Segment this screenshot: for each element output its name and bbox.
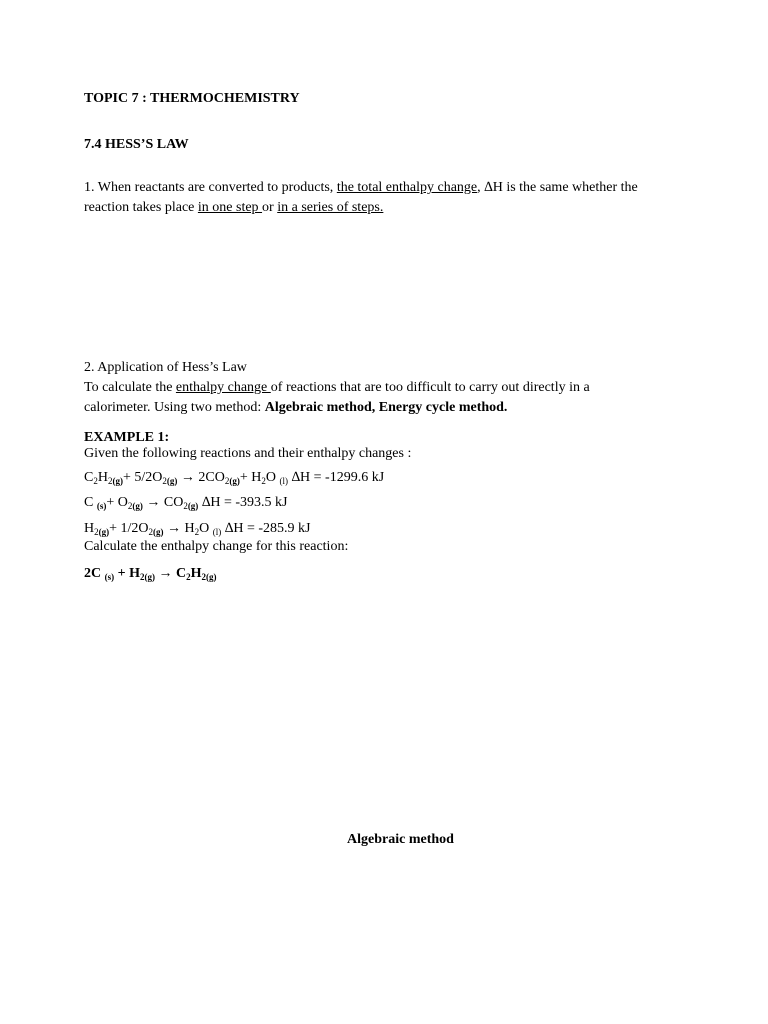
point1-line2	[84, 200, 383, 216]
formula-part: 2C	[84, 566, 105, 581]
point2-method-2: Energy cycle method.	[378, 400, 508, 415]
enthalpy-value: ∆H = -393.5 kJ	[198, 495, 288, 510]
state-symbol: (g)	[206, 572, 217, 582]
reaction-1	[84, 470, 384, 486]
state-symbol: (g)	[98, 527, 110, 537]
state-symbol: (g)	[144, 572, 155, 582]
point2-text: To calculate the	[84, 380, 176, 395]
point1-text: 1. When reactants are converted to products,	[84, 180, 337, 195]
state-symbol: (g)	[166, 476, 178, 486]
formula-part: C	[84, 470, 94, 485]
point2-title: 2. Application of Hess’s Law	[84, 360, 247, 375]
state-symbol: (l)	[279, 476, 288, 486]
subscript: 2	[194, 527, 200, 537]
enthalpy-value: ∆H = -285.9 kJ	[221, 521, 311, 536]
subscript: 2	[183, 501, 188, 511]
state-symbol: (g)	[153, 527, 164, 537]
section-heading: 7.4 HESS’S LAW	[84, 137, 189, 152]
point2-method-1: Algebraic method	[264, 400, 372, 415]
subscript: 2	[261, 476, 266, 486]
subscript: 2	[140, 572, 145, 582]
point1-text: , ∆H is the same whether the	[477, 180, 638, 195]
state-symbol: (g)	[187, 501, 199, 511]
formula-part: → C	[155, 566, 187, 581]
formula-part: + H	[239, 470, 262, 485]
point1-underlined-term: in one step	[197, 200, 263, 215]
point1-text: reaction takes place	[84, 200, 198, 215]
state-symbol: (g)	[112, 476, 123, 486]
formula-part: O	[199, 521, 213, 536]
formula-part: → CO	[142, 495, 184, 510]
subscript: 2	[94, 527, 99, 537]
formula-part: + H	[114, 566, 140, 581]
point2-text: of reactions that are too difficult to carry out directly in a	[270, 380, 590, 395]
point2-text: calorimeter. Using two method:	[84, 400, 265, 415]
state-symbol: (l)	[212, 527, 222, 537]
point2-line1	[84, 380, 590, 396]
state-symbol: (g)	[132, 501, 143, 511]
target-reaction	[84, 566, 217, 582]
state-symbol: (s)	[96, 501, 107, 511]
subscript: 2	[186, 572, 191, 582]
example-title: EXAMPLE 1:	[84, 430, 170, 445]
point1-underlined-term: the total enthalpy change	[336, 180, 478, 195]
point1-line1	[84, 180, 638, 196]
algebraic-method-heading: Algebraic method	[347, 832, 454, 847]
example-intro: Given the following reactions and their enthalpy changes :	[84, 446, 412, 461]
subscript: 2	[93, 476, 98, 486]
formula-part: O	[265, 470, 280, 485]
reaction-2	[84, 495, 288, 511]
formula-part: H	[190, 566, 202, 581]
formula-part: → H	[163, 521, 195, 536]
point1-underlined-term: in a series of steps.	[277, 200, 384, 215]
formula-part: H	[97, 470, 108, 485]
reaction-3	[84, 521, 310, 537]
formula-part: + 1/2O	[109, 521, 149, 536]
formula-part: C	[84, 495, 97, 510]
point2-line2	[84, 400, 507, 416]
state-symbol: (g)	[229, 476, 240, 486]
enthalpy-value: ∆H = -1299.6 kJ	[287, 470, 385, 485]
subscript: 2	[224, 476, 230, 486]
subscript: 2	[148, 527, 154, 537]
point2-underlined-term: enthalpy change	[175, 380, 271, 395]
subscript: 2	[127, 501, 133, 511]
formula-part: → 2CO	[177, 470, 225, 485]
point1-text: or	[262, 200, 278, 215]
calc-prompt: Calculate the enthalpy change for this reaction:	[84, 539, 349, 554]
subscript: 2	[107, 476, 113, 486]
topic-heading: TOPIC 7 : THERMOCHEMISTRY	[84, 91, 300, 106]
state-symbol: (s)	[104, 572, 115, 582]
formula-part: H	[84, 521, 95, 536]
point2-text: ,	[371, 400, 379, 415]
formula-part: + O	[106, 495, 128, 510]
subscript: 2	[162, 476, 167, 486]
subscript: 2	[201, 572, 207, 582]
formula-part: + 5/2O	[122, 470, 163, 485]
